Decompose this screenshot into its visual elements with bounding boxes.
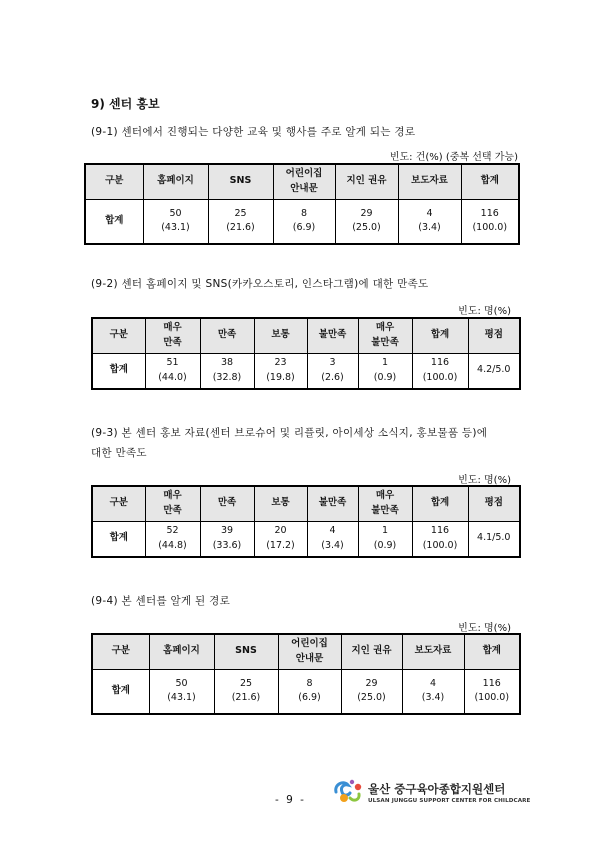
value-cell: 29 (25.0) bbox=[335, 199, 398, 244]
table-row bbox=[92, 669, 520, 714]
table-9-1 bbox=[84, 163, 520, 245]
header-cell: 불만족 bbox=[307, 318, 358, 353]
header-cell: 구분 bbox=[92, 634, 149, 669]
header-cell: 구분 bbox=[92, 486, 145, 521]
header-cell: 합계 bbox=[461, 164, 519, 199]
value-cell: 23 (19.8) bbox=[254, 353, 307, 389]
value-cell: 50 (43.1) bbox=[149, 669, 214, 714]
unit-9-1: 빈도: 건(%) (중복 선택 가능) bbox=[389, 152, 518, 163]
header-cell: 매우 만족 bbox=[145, 486, 200, 521]
header-cell: SNS bbox=[214, 634, 278, 669]
unit-9-2: 빈도: 명(%) bbox=[458, 306, 511, 317]
table-row bbox=[92, 353, 520, 389]
header-cell: 합계 bbox=[412, 486, 468, 521]
header-cell: 불만족 bbox=[307, 486, 358, 521]
header-cell: 보도자료 bbox=[402, 634, 464, 669]
value-cell: 116 (100.0) bbox=[412, 353, 468, 389]
header-cell: 보통 bbox=[254, 486, 307, 521]
question-9-2: (9-2) 센터 홈페이지 및 SNS(카카오스토리, 인스타그램)에 대한 만족도 bbox=[91, 278, 429, 290]
value-cell: 38 (32.8) bbox=[200, 353, 254, 389]
header-cell: 만족 bbox=[200, 486, 254, 521]
header-cell: 합계 bbox=[412, 318, 468, 353]
header-cell: SNS bbox=[208, 164, 273, 199]
value-cell: 3 (2.6) bbox=[307, 353, 358, 389]
header-cell: 홈페이지 bbox=[143, 164, 208, 199]
header-cell: 평점 bbox=[468, 318, 520, 353]
row-label: 합계 bbox=[92, 521, 145, 557]
page-number: - 9 - bbox=[275, 794, 306, 806]
row-label: 합계 bbox=[85, 199, 143, 244]
value-cell: 51 (44.0) bbox=[145, 353, 200, 389]
header-cell: 어린이집 안내문 bbox=[278, 634, 341, 669]
header-row bbox=[92, 634, 520, 669]
value-cell: 25 (21.6) bbox=[208, 199, 273, 244]
org-logo bbox=[332, 776, 364, 806]
header-cell: 지인 권유 bbox=[335, 164, 398, 199]
value-cell: 20 (17.2) bbox=[254, 521, 307, 557]
value-cell: 29 (25.0) bbox=[341, 669, 402, 714]
value-cell: 4 (3.4) bbox=[402, 669, 464, 714]
header-cell: 보도자료 bbox=[398, 164, 461, 199]
header-cell: 보통 bbox=[254, 318, 307, 353]
question-9-3-line2: 대한 만족도 bbox=[91, 447, 147, 459]
value-cell: 8 (6.9) bbox=[278, 669, 341, 714]
header-cell: 홈페이지 bbox=[149, 634, 214, 669]
header-cell: 매우 만족 bbox=[145, 318, 200, 353]
header-row bbox=[92, 318, 520, 353]
org-name: 울산 중구육아종합지원센터 bbox=[368, 782, 506, 796]
unit-9-4: 빈도: 명(%) bbox=[458, 623, 511, 634]
value-cell: 50 (43.1) bbox=[143, 199, 208, 244]
value-cell: 25 (21.6) bbox=[214, 669, 278, 714]
value-cell: 116 (100.0) bbox=[461, 199, 519, 244]
value-cell: 8 (6.9) bbox=[273, 199, 335, 244]
header-cell: 만족 bbox=[200, 318, 254, 353]
header-cell: 지인 권유 bbox=[341, 634, 402, 669]
logo-mark-icon bbox=[332, 776, 364, 806]
row-label: 합계 bbox=[92, 353, 145, 389]
value-cell: 116 (100.0) bbox=[412, 521, 468, 557]
table-row bbox=[85, 199, 519, 244]
row-label: 합계 bbox=[92, 669, 149, 714]
question-9-4: (9-4) 본 센터를 알게 된 경로 bbox=[91, 595, 231, 607]
table-9-3 bbox=[91, 485, 521, 558]
header-cell: 평점 bbox=[468, 486, 520, 521]
header-cell: 구분 bbox=[92, 318, 145, 353]
value-cell: 116 (100.0) bbox=[464, 669, 520, 714]
value-cell: 4 (3.4) bbox=[307, 521, 358, 557]
value-cell: 1 (0.9) bbox=[358, 353, 412, 389]
rating-cell: 4.2/5.0 bbox=[468, 353, 520, 389]
table-row bbox=[92, 521, 520, 557]
header-cell: 합계 bbox=[464, 634, 520, 669]
value-cell: 39 (33.6) bbox=[200, 521, 254, 557]
unit-9-3: 빈도: 명(%) bbox=[458, 475, 511, 486]
header-row bbox=[92, 486, 520, 521]
header-cell: 어린이집 안내문 bbox=[273, 164, 335, 199]
header-cell: 구분 bbox=[85, 164, 143, 199]
value-cell: 1 (0.9) bbox=[358, 521, 412, 557]
header-row bbox=[85, 164, 519, 199]
table-9-4 bbox=[91, 633, 521, 715]
value-cell: 4 (3.4) bbox=[398, 199, 461, 244]
header-cell: 매우 불만족 bbox=[358, 318, 412, 353]
section-title: 9) 센터 홍보 bbox=[91, 97, 160, 111]
table-9-2 bbox=[91, 317, 521, 390]
question-9-3: (9-3) 본 센터 홍보 자료(센터 브로슈어 및 리플릿, 아이세상 소식지, 홍보물품 등)에 bbox=[91, 427, 488, 439]
question-9-1: (9-1) 센터에서 진행되는 다양한 교육 및 행사를 주로 알게 되는 경로 bbox=[91, 126, 416, 138]
org-name-en: ULSAN JUNGGU SUPPORT CENTER FOR CHILDCARE bbox=[368, 798, 531, 804]
header-cell: 매우 불만족 bbox=[358, 486, 412, 521]
value-cell: 52 (44.8) bbox=[145, 521, 200, 557]
rating-cell: 4.1/5.0 bbox=[468, 521, 520, 557]
